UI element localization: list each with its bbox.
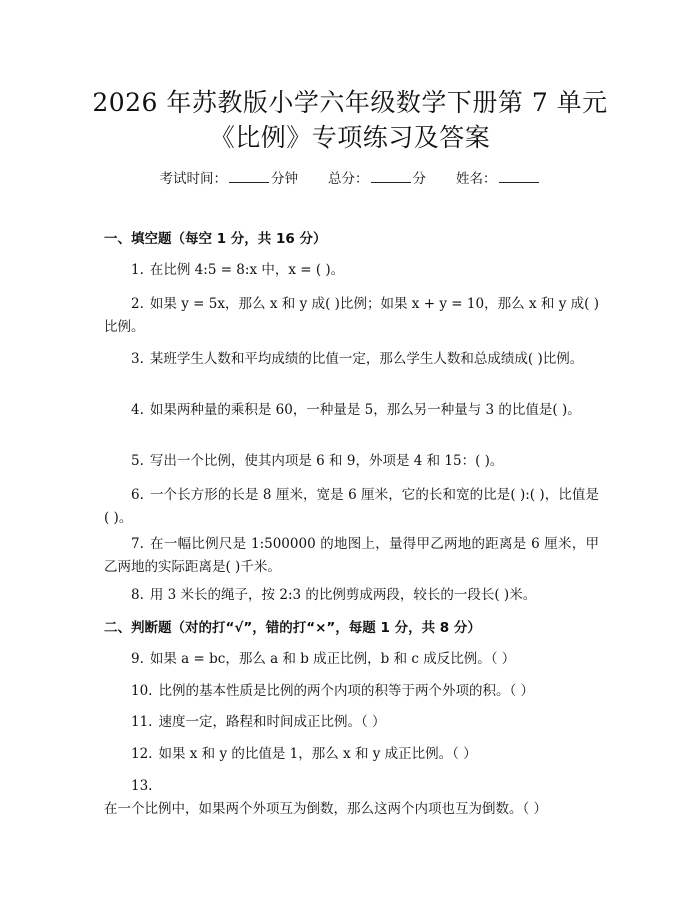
question-text: 某班学生人数和平均成绩的比值一定，那么学生人数和总成绩成( )比例。 (149, 351, 584, 367)
question-item (104, 259, 599, 282)
question-text: 如果 y = 5x，那么 x 和 y 成( )比例；如果 x + y = 10，那么 x 和 y 成( )比例。 (104, 296, 599, 335)
question-item (104, 584, 599, 607)
question-number: 4. (131, 402, 144, 418)
question-number: 10. (131, 683, 153, 699)
question-text: 如果 a = bc，那么 a 和 b 成正比例，b 和 c 成反比例。（ ） (149, 651, 516, 667)
section-heading-fill-in: 一、填空题（每空 1 分，共 16 分） (104, 231, 327, 247)
question-number: 3. (131, 351, 144, 367)
question-number: 9. (131, 651, 144, 667)
question-item (104, 775, 599, 821)
question-item (104, 348, 599, 371)
exam-time-unit: 分钟 (271, 171, 298, 187)
question-number: 13. (131, 778, 153, 794)
question-text: 在比例 4:5 = 8:x 中，x = ( )。 (149, 262, 345, 278)
question-number: 11. (131, 714, 153, 730)
question-item (104, 450, 599, 473)
exam-time-label: 考试时间： (159, 171, 227, 187)
question-number: 6. (131, 487, 144, 503)
question-text: 用 3 米长的绳子，按 2:3 的比例剪成两段，较长的一段长( )米。 (149, 587, 537, 603)
question-number: 8. (131, 587, 144, 603)
question-text: 一个长方形的长是 8 厘米，宽是 6 厘米，它的长和宽的比是( ):( )，比值是( )。 (104, 487, 599, 526)
question-item (104, 648, 599, 671)
student-name-blank (499, 168, 539, 183)
question-text: 如果 x 和 y 的比值是 1，那么 x 和 y 成正比例。（ ） (158, 746, 477, 762)
question-number: 2. (131, 296, 144, 312)
question-text: 在一个比例中，如果两个外项互为倒数，那么这两个内项也互为倒数。（ ） (104, 801, 548, 817)
student-name-label: 姓名： (456, 171, 497, 187)
question-text: 速度一定，路程和时间成正比例。（ ） (158, 714, 386, 730)
question-number: 1. (131, 262, 144, 278)
question-item (104, 680, 599, 703)
page-title-line1: 2026 年苏教版小学六年级数学下册第 7 单元 (92, 88, 608, 117)
exam-time-blank (229, 168, 269, 183)
question-text: 如果两种量的乘积是 60，一种量是 5，那么另一种量与 3 的比值是( )。 (149, 402, 581, 418)
question-number: 12. (131, 746, 153, 762)
question-number: 7. (131, 536, 144, 552)
question-item (104, 293, 599, 339)
question-text: 写出一个比例，使其内项是 6 和 9，外项是 4 和 15：( )。 (149, 453, 504, 469)
question-item (104, 711, 599, 734)
question-item (104, 484, 599, 530)
question-number: 5. (131, 453, 144, 469)
question-text: 在一幅比例尺是 1:500000 的地图上，量得甲乙两地的距离是 6 厘米，甲乙两地的实际距离是( )千米。 (104, 536, 599, 575)
exam-info (0, 168, 700, 189)
question-item (104, 743, 599, 766)
total-score-blank (371, 168, 411, 183)
question-item (104, 399, 599, 422)
total-score-unit: 分 (412, 171, 426, 187)
question-text: 比例的基本性质是比例的两个内项的积等于两个外项的积。（ ） (158, 683, 535, 699)
total-score-label: 总分： (328, 171, 369, 187)
page-title-line2: 《比例》专项练习及答案 (209, 123, 491, 152)
question-item (104, 533, 599, 579)
section-heading-true-false: 二、判断题（对的打“√”，错的打“×”，每题 1 分，共 8 分） (104, 620, 481, 636)
